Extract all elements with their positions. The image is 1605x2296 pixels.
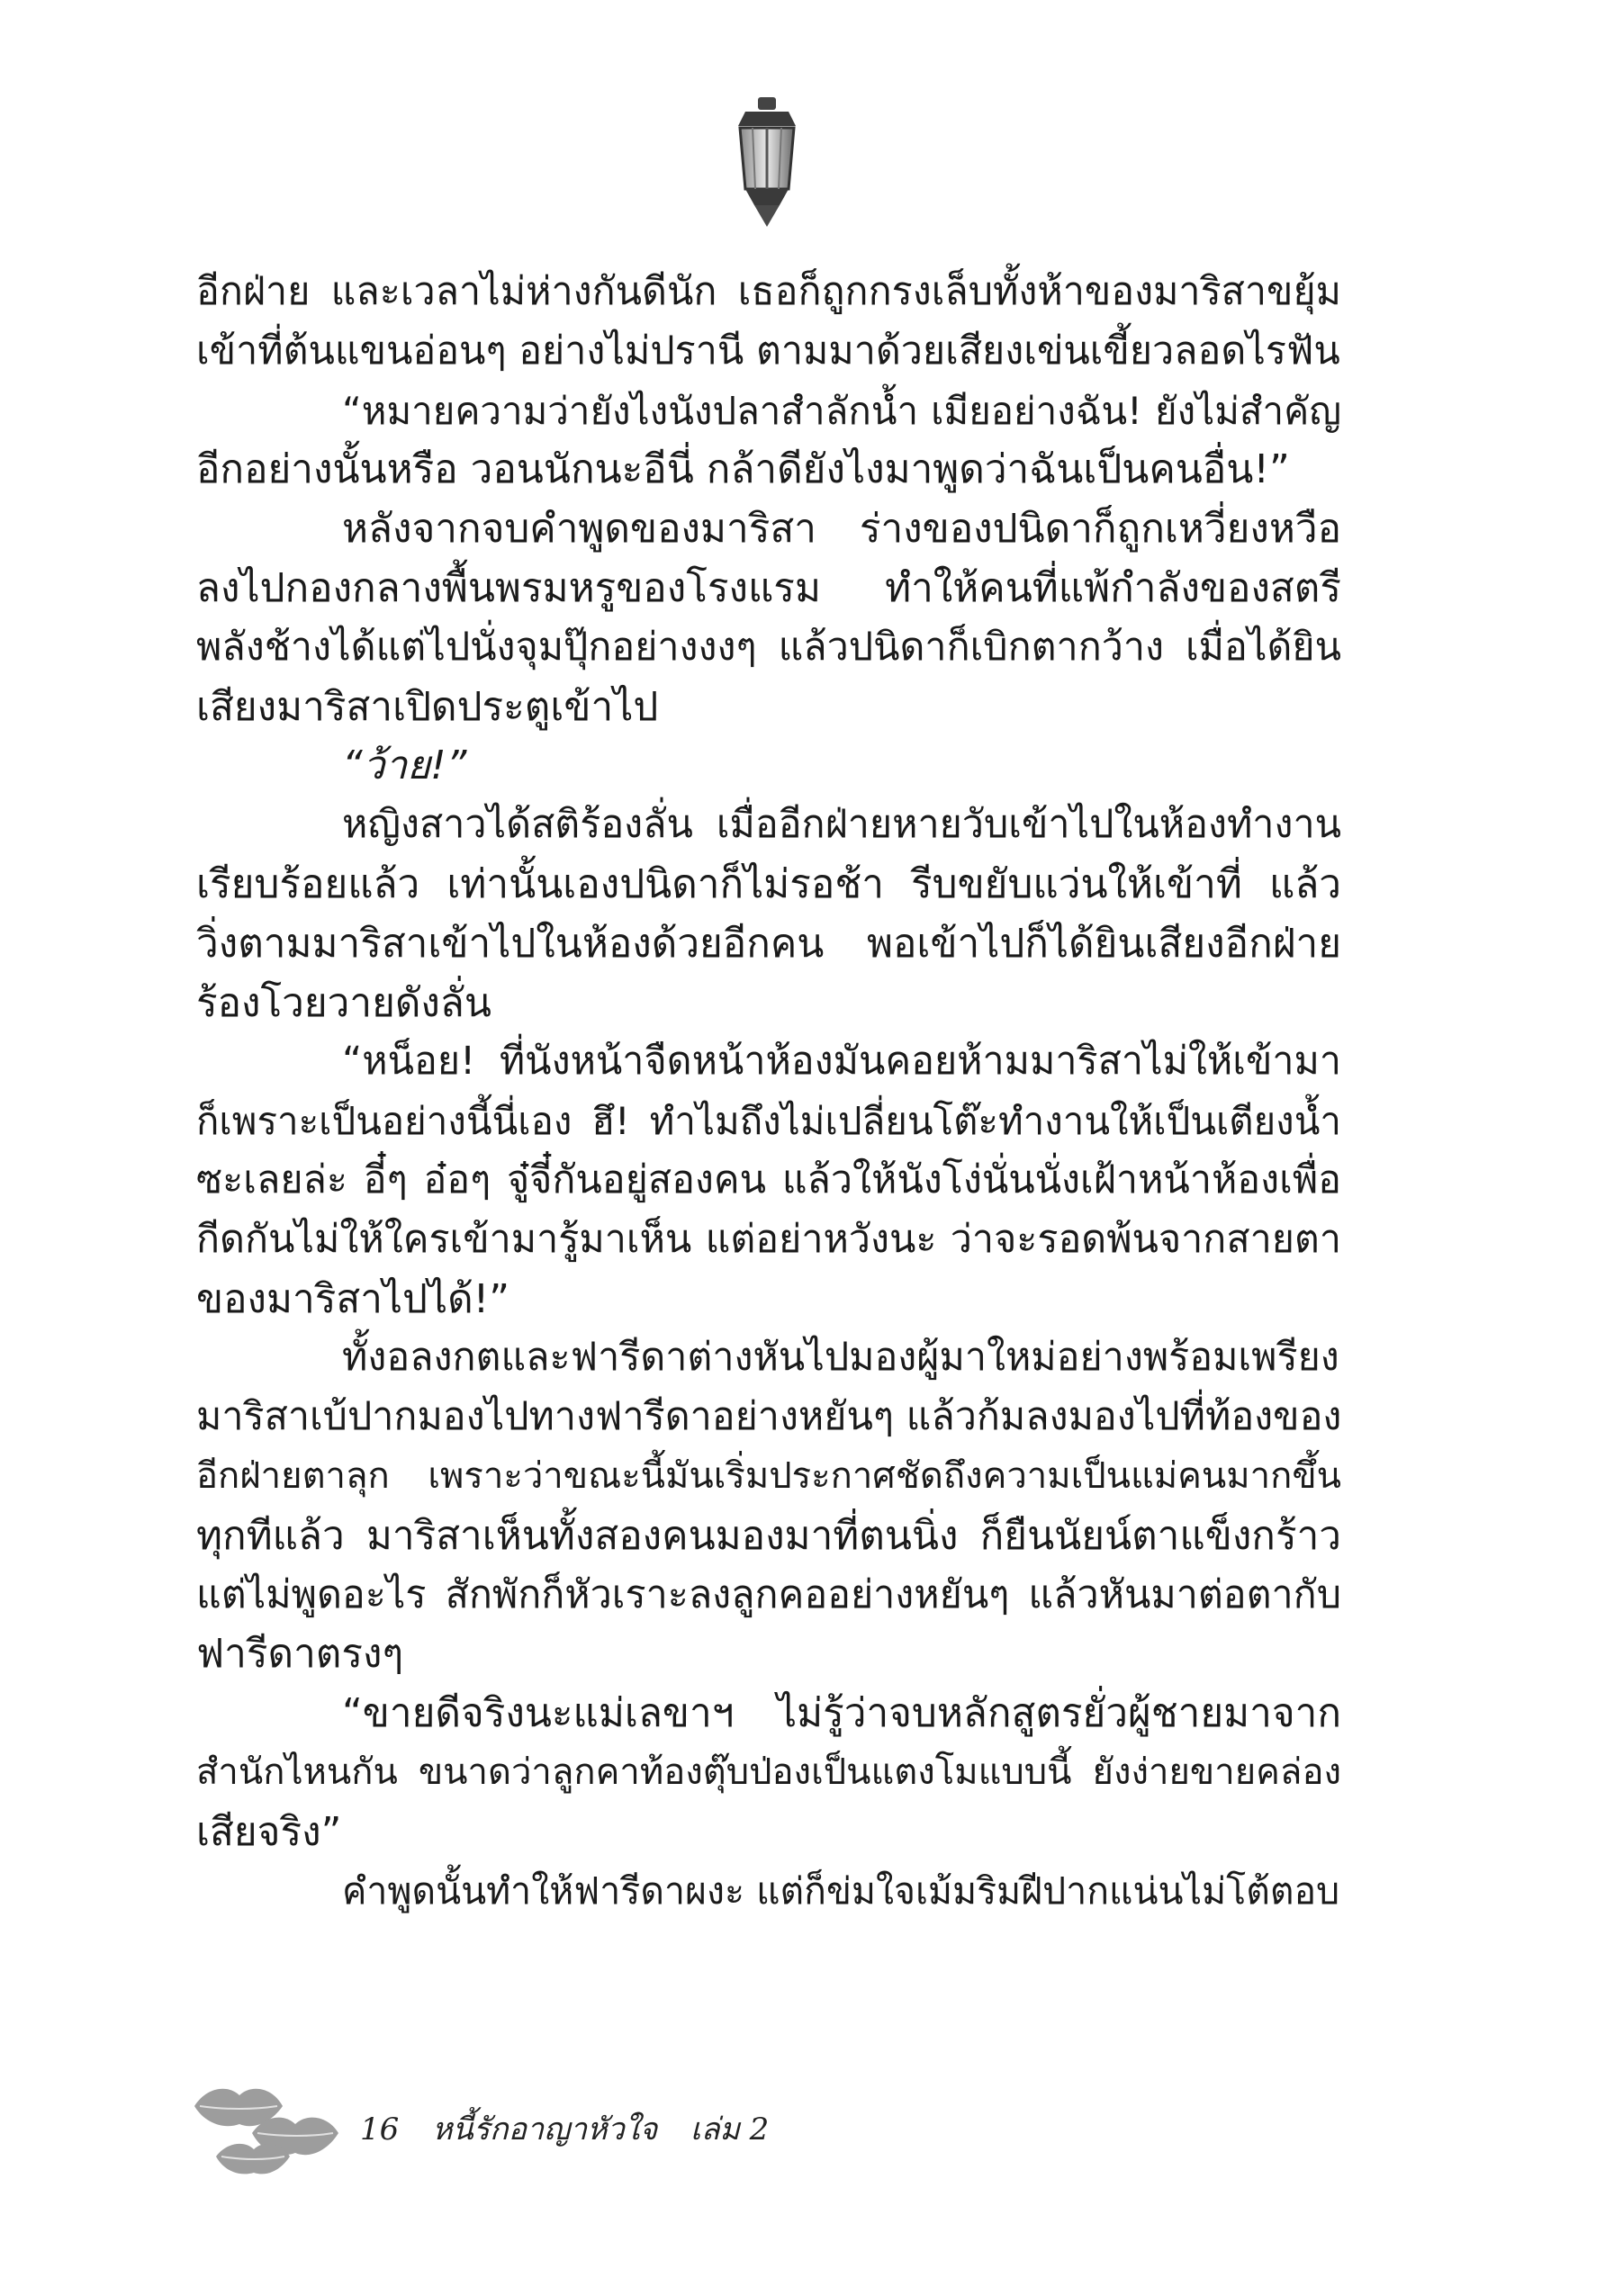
text-line: เสียงมาริสาเปิดประตูเข้าไป (196, 683, 659, 730)
volume-label: เล่ม 2 (690, 2111, 770, 2147)
text-line: ร้องโวยวายดังลั่น (196, 979, 491, 1026)
text-line: อีกฝ่ายตาลุก เพราะว่าขณะนี้มันเริ่มประกาศชัดถึงความเป็นแม่คนมากขึ้น (196, 1454, 1341, 1497)
text-line: แต่ไม่พูดอะไร สักพักก็หัวเราะลงลูกคออย่างหยันๆ แล้วหันมาต่อตากับ (196, 1571, 1341, 1617)
text-line: พลังช้างได้แต่ไปนั่งจุมปุ๊กอย่างงงๆ แล้วปนิดาก็เบิกตากว้าง เมื่อได้ยิน (196, 624, 1341, 670)
text-line: วิ่งตามมาริสาเข้าไปในห้องด้วยอีกคน พอเข้าไปก็ได้ยินเสียงอีกฝ่าย (196, 920, 1341, 967)
text-line: อีกฝ่าย และเวลาไม่ห่างกันดีนัก เธอก็ถูกกรงเล็บทั้งห้าของมาริสาขยุ้ม (196, 269, 1341, 314)
text-line: ก็เพราะเป็นอย่างนี้นี่เอง ฮึ! ทำไมถึงไม่เปลี่ยนโต๊ะทำงานให้เป็นเตียงน้ำ (196, 1099, 1341, 1144)
lips-icon (189, 2070, 351, 2196)
text-line: คำพูดนั้นทำให้ฟารีดาผงะ แต่ก็ข่มใจเม้มริมฝีปากแน่นไม่โต้ตอบ (342, 1868, 1340, 1913)
text-line: เรียบร้อยแล้ว เท่านั้นเองปนิดาก็ไม่รอช้า รีบขยับแว่นให้เข้าที่ แล้ว (196, 860, 1341, 907)
text-line: กีดกันไม่ให้ใครเข้ามารู้มาเห็น แต่อย่าหวังนะ ว่าจะรอดพ้นจากสายตา (196, 1216, 1341, 1262)
page-number: 16 (360, 2111, 400, 2147)
text-line: “ขายดีจริงนะแม่เลขาฯ ไม่รู้ว่าจบหลักสูตรยั่วผู้ชายมาจาก (342, 1690, 1341, 1737)
text-line: “ว้าย!” (342, 743, 467, 789)
page-footer (189, 2070, 999, 2205)
text-line: “หมายความว่ายังไงนังปลาสำลักน้ำ เมียอย่างฉัน! ยังไม่สำคัญ (342, 388, 1341, 433)
body-text (196, 263, 1341, 1921)
text-line: สำนักไหนกัน ขนาดว่าลูกคาท้องตุ๊บป่องเป็นแตงโมแบบนี้ ยังง่ายขายคล่อง (196, 1751, 1341, 1793)
lantern-icon (726, 95, 808, 230)
text-line: หลังจากจบคำพูดของมาริสา ร่างของปนิดาก็ถูกเหวี่ยงหวือ (342, 506, 1341, 553)
text-line: ฟารีดาตรงๆ (196, 1631, 404, 1678)
text-line: ทุกทีแล้ว มาริสาเห็นทั้งสองคนมองมาที่ตนนิ่ง ก็ยืนนัยน์ตาแข็งกร้าว (196, 1512, 1341, 1559)
book-title: หนี้รักอาญาหัวใจ (432, 2111, 658, 2147)
text-line: ของมาริสาไปได้!” (196, 1275, 510, 1322)
text-line: เข้าที่ต้นแขนอ่อนๆ อย่างไม่ปรานี ตามมาด้วยเสียงเข่นเขี้ยวลอดไรฟัน (196, 328, 1340, 374)
text-line: ทั้งอลงกตและฟารีดาต่างหันไปมองผู้มาใหม่อย่างพร้อมเพรียง (342, 1335, 1339, 1381)
text-line: หญิงสาวได้สติร้องลั่น เมื่ออีกฝ่ายหายวับเข้าไปในห้องทำงาน (342, 802, 1341, 848)
text-line: มาริสาเบ้ปากมองไปทางฟารีดาอย่างหยันๆ แล้วก้มลงมองไปที่ท้องของ (196, 1394, 1341, 1440)
running-footer (360, 2104, 792, 2153)
text-line: ลงไปกองกลางพื้นพรมหรูของโรงแรม ทำให้คนที่แพ้กำลังของสตรี (196, 564, 1341, 611)
text-line: เสียจริง” (196, 1808, 342, 1855)
text-line: อีกอย่างนั้นหรือ วอนนักนะอีนี่ กล้าดียังไงมาพูดว่าฉันเป็นคนอื่น!” (196, 446, 1290, 493)
text-line: ซะเลยล่ะ อี๋ๆ อ๋อๆ จู๋จี๋กันอยู่สองคน แล้วให้นังโง่นั่นนั่งเฝ้าหน้าห้องเพื่อ (196, 1157, 1341, 1202)
text-line: “หน็อย! ที่นังหน้าจืดหน้าห้องมันคอยห้ามมาริสาไม่ให้เข้ามา (342, 1039, 1341, 1085)
